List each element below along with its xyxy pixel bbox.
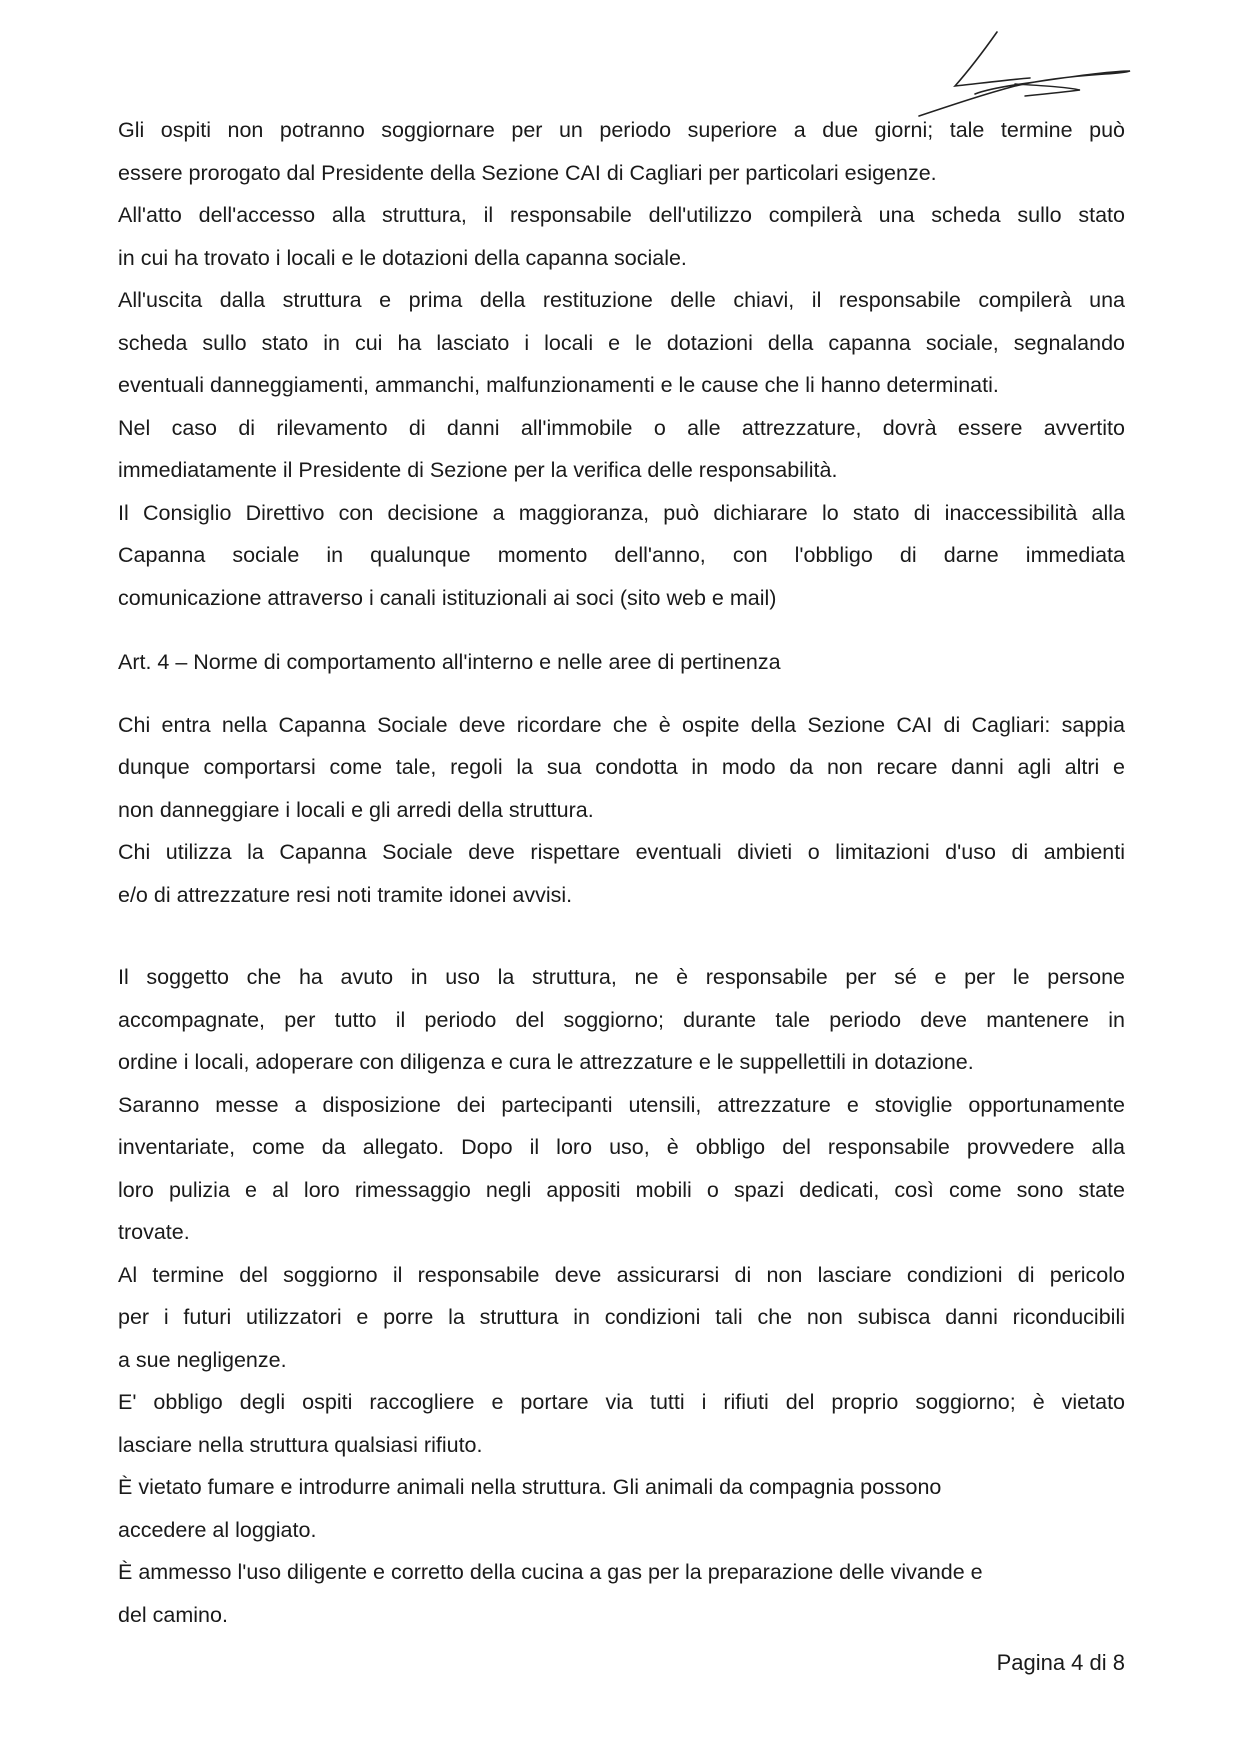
- text-line: Il soggetto che ha avuto in uso la struttura, ne è responsabile per sé e per le persone: [118, 965, 1125, 989]
- text-line: Capanna sociale in qualunque momento dell'anno, con l'obbligo di darne immediata: [118, 543, 1125, 567]
- text-line: È vietato fumare e introdurre animali nella struttura. Gli animali da compagnia possono: [118, 1475, 942, 1499]
- text-line: Chi utilizza la Capanna Sociale deve rispettare eventuali divieti o limitazioni d'uso di ambienti: [118, 840, 1125, 864]
- text-line: Al termine del soggiorno il responsabile deve assicurarsi di non lasciare condizioni di pericolo: [118, 1262, 1125, 1287]
- text-line: scheda sullo stato in cui ha lasciato i locali e le dotazioni della capanna sociale, segnalando: [118, 330, 1125, 355]
- text-line: trovate.: [118, 1220, 190, 1244]
- text-line: All'atto dell'accesso alla struttura, il responsabile dell'utilizzo compilerà una scheda sullo stato: [118, 203, 1125, 227]
- section-heading: Art. 4 – Norme di comportamento all'interno e nelle aree di pertinenza: [118, 650, 781, 674]
- text-line: ordine i locali, adoperare con diligenza e cura le attrezzature e le suppellettili in dotazione.: [118, 1050, 974, 1074]
- text-line: lasciare nella struttura qualsiasi rifiuto.: [118, 1432, 483, 1457]
- text-line: eventuali danneggiamenti, ammanchi, malfunzionamenti e le cause che li hanno determinati.: [118, 373, 999, 397]
- text-line: comunicazione attraverso i canali istituzionali ai soci (sito web e mail): [118, 585, 777, 610]
- document-body: [118, 109, 1125, 1636]
- text-line: e/o di attrezzature resi noti tramite idonei avvisi.: [118, 882, 573, 907]
- text-line: del camino.: [118, 1602, 228, 1627]
- text-line: Saranno messe a disposizione dei partecipanti utensili, attrezzature e stoviglie opportunamente: [118, 1092, 1125, 1117]
- text-line: Chi entra nella Capanna Sociale deve ricordare che è ospite della Sezione CAI di Cagliari: sappia: [118, 712, 1125, 737]
- text-line: accedere al loggiato.: [118, 1517, 317, 1542]
- text-line: in cui ha trovato i locali e le dotazioni della capanna sociale.: [118, 245, 687, 270]
- paragraph-responsibility: [118, 956, 1125, 1636]
- text-line: Nel caso di rilevamento di danni all'immobile o alle attrezzature, dovrà essere avvertito: [118, 415, 1125, 440]
- text-line: All'uscita dalla struttura e prima della restituzione delle chiavi, il responsabile compilerà una: [118, 288, 1125, 312]
- page-number: Pagina 4 di 8: [996, 1650, 1125, 1675]
- paragraph-conduct: [118, 704, 1125, 917]
- text-line: accompagnate, per tutto il periodo del soggiorno; durante tale periodo deve mantenere in: [118, 1007, 1125, 1032]
- text-line: Il Consiglio Direttivo con decisione a maggioranza, può dichiarare lo stato di inaccessibilità alla: [118, 500, 1125, 525]
- text-line: a sue negligenze.: [118, 1347, 287, 1372]
- text-line: Gli ospiti non potranno soggiornare per un periodo superiore a due giorni; tale termine può: [118, 118, 1125, 142]
- text-line: È ammesso l'uso diligente e corretto della cucina a gas per la preparazione delle vivande e: [118, 1560, 983, 1584]
- text-line: per i futuri utilizzatori e porre la struttura in condizioni tali che non subisca danni riconducibili: [118, 1305, 1125, 1329]
- text-line: essere prorogato dal Presidente della Sezione CAI di Cagliari per particolari esigenze.: [118, 160, 937, 185]
- text-line: non danneggiare i locali e gli arredi della struttura.: [118, 797, 594, 822]
- text-line: immediatamente il Presidente di Sezione per la verifica delle responsabilità.: [118, 458, 838, 482]
- text-line: E' obbligo degli ospiti raccogliere e portare via tutti i rifiuti del proprio soggiorno; è vietato: [118, 1390, 1125, 1414]
- text-line: dunque comportarsi come tale, regoli la sua condotta in modo da non recare danni agli altri e: [118, 755, 1125, 779]
- text-line: inventariate, come da allegato. Dopo il loro uso, è obbligo del responsabile provvedere alla: [118, 1135, 1125, 1159]
- paragraph-access-rules: [118, 109, 1125, 619]
- text-line: loro pulizia e al loro rimessaggio negli appositi mobili o spazi dedicati, così come sono state: [118, 1177, 1125, 1202]
